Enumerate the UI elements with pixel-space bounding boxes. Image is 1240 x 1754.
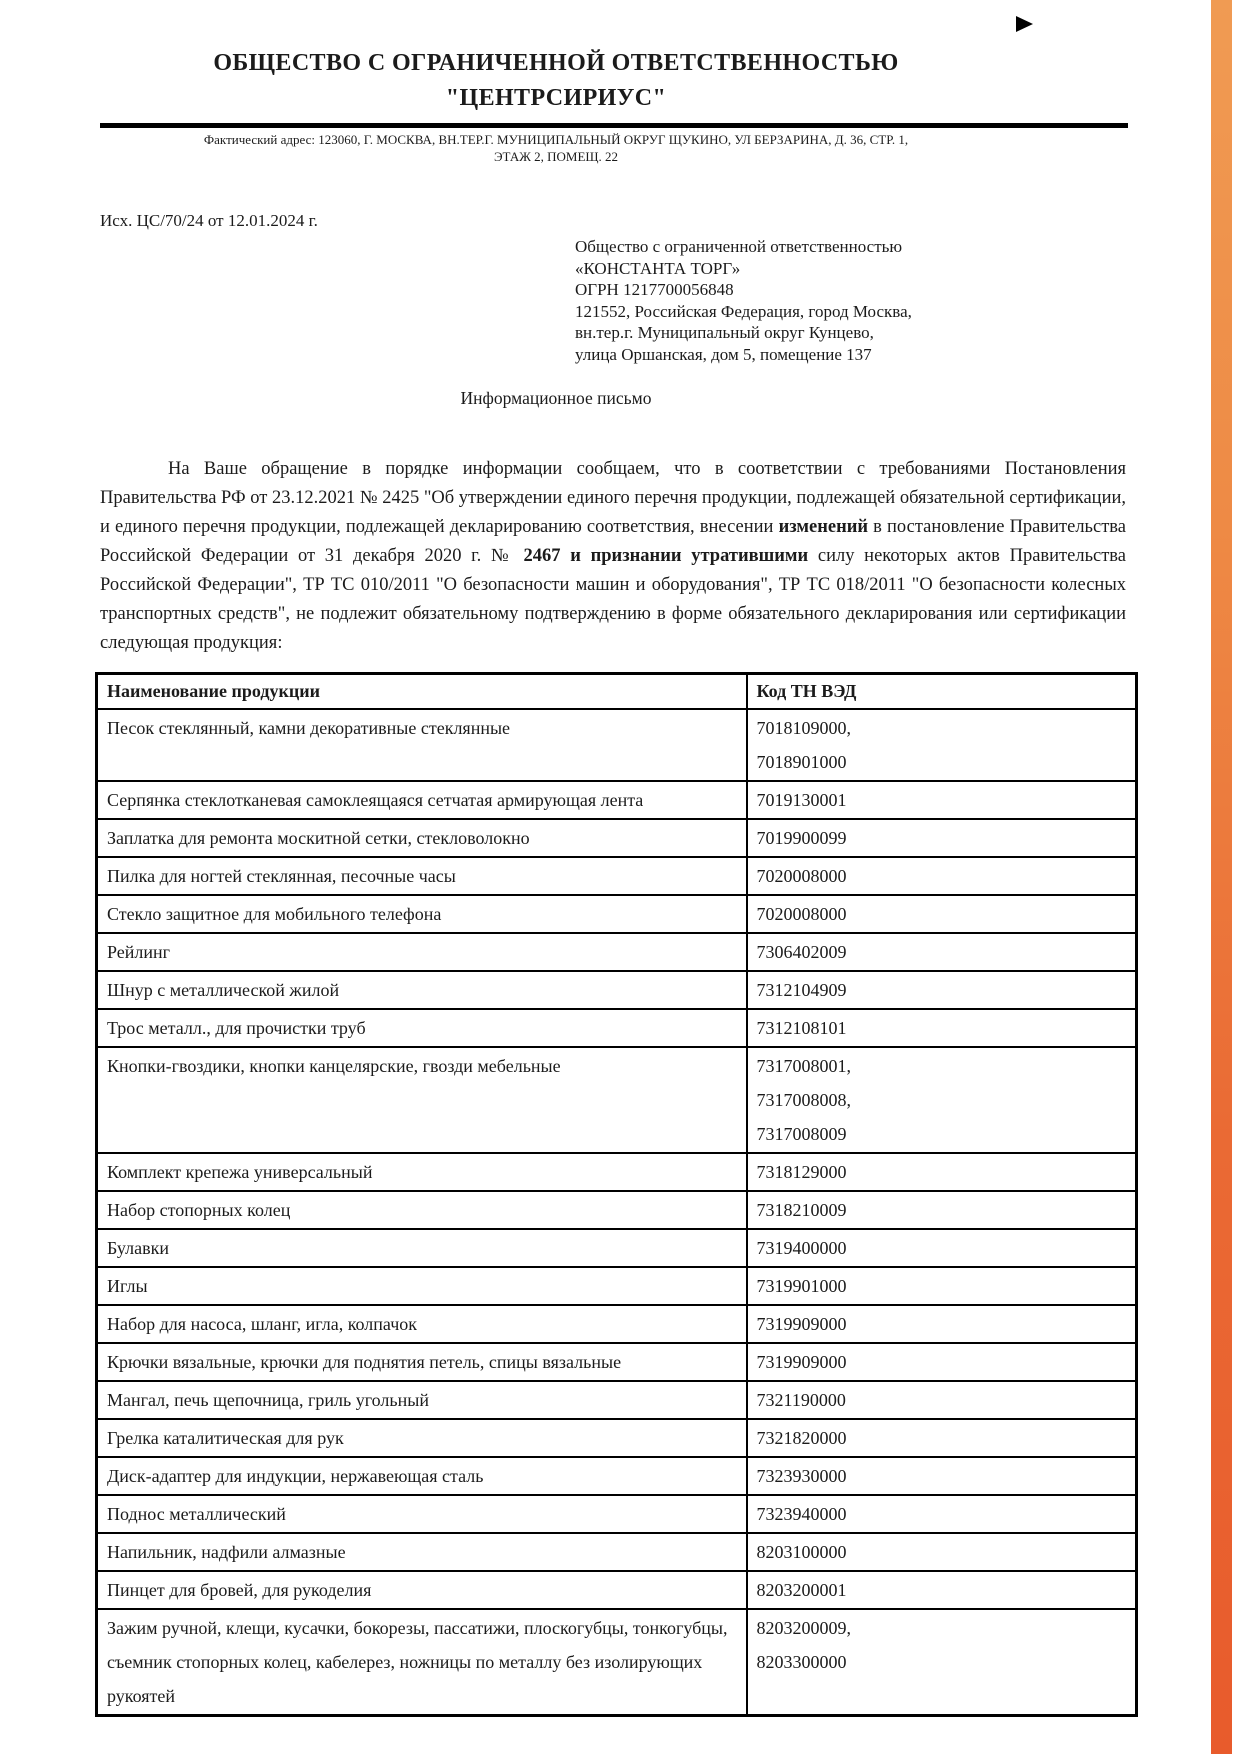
product-code-cell: 7321820000 — [747, 1419, 1137, 1457]
table-row — [97, 1153, 1137, 1191]
product-code-cell: 7318210009 — [747, 1191, 1137, 1229]
table-row — [97, 781, 1137, 819]
product-code-cell: 7319400000 — [747, 1229, 1137, 1267]
company-name — [100, 46, 1012, 116]
product-code-cell: 8203200001 — [747, 1571, 1137, 1609]
recipient-line: вн.тер.г. Муниципальный округ Кунцево, — [575, 323, 874, 342]
product-name-cell: Трос металл., для прочистки труб — [97, 1009, 747, 1047]
recipient-line: ОГРН 1217700056848 — [575, 280, 734, 299]
company-name-line1: ОБЩЕСТВО С ОГРАНИЧЕННОЙ ОТВЕТСТВЕННОСТЬЮ — [213, 50, 899, 76]
table-row — [97, 819, 1137, 857]
accent-stripe — [1211, 0, 1232, 1754]
product-name-cell: Заплатка для ремонта москитной сетки, стекловолокно — [97, 819, 747, 857]
product-table — [95, 672, 1138, 1717]
product-name-cell: Напильник, надфили алмазные — [97, 1533, 747, 1571]
table-row — [97, 1571, 1137, 1609]
product-name-cell: Комплект крепежа универсальный — [97, 1153, 747, 1191]
product-code-cell: 7019900099 — [747, 819, 1137, 857]
table-row — [97, 1229, 1137, 1267]
recipient-block — [575, 236, 1132, 365]
header-divider — [100, 123, 1128, 128]
product-code-cell: 7319909000 — [747, 1305, 1137, 1343]
product-code-cell: 7312104909 — [747, 971, 1137, 1009]
table-row — [97, 1343, 1137, 1381]
product-name-cell: Кнопки-гвоздики, кнопки канцелярские, гвозди мебельные — [97, 1047, 747, 1153]
company-address-line2: ЭТАЖ 2, ПОМЕЩ. 22 — [493, 149, 619, 164]
table-row — [97, 1305, 1137, 1343]
company-address-line1: Фактический адрес: 123060, Г. МОСКВА, ВН.ТЕР.Г. МУНИЦИПАЛЬНЫЙ ОКРУГ ЩУКИНО, УЛ БЕРЗАРИНА, Д. 36, СТР. 1, — [203, 132, 909, 147]
product-name-cell: Набор для насоса, шланг, игла, колпачок — [97, 1305, 747, 1343]
letter-title: Информационное письмо — [460, 388, 652, 408]
product-code-cell: 7020008000 — [747, 857, 1137, 895]
product-name-cell: Диск-адаптер для индукции, нержавеющая сталь — [97, 1457, 747, 1495]
product-name-cell: Булавки — [97, 1229, 747, 1267]
product-table-body — [97, 709, 1137, 1716]
product-code-cell: 7321190000 — [747, 1381, 1137, 1419]
table-row — [97, 1457, 1137, 1495]
product-code-cell: 7020008000 — [747, 895, 1137, 933]
company-address — [100, 131, 1012, 165]
column-header-code: Код ТН ВЭД — [747, 674, 1137, 710]
product-code-cell: 7306402009 — [747, 933, 1137, 971]
product-name-cell: Песок стеклянный, камни декоративные стеклянные — [97, 709, 747, 781]
table-row — [97, 1191, 1137, 1229]
company-name-line2: "ЦЕНТРСИРИУС" — [445, 85, 667, 111]
table-row — [97, 1609, 1137, 1716]
table-row — [97, 1009, 1137, 1047]
product-name-cell: Крючки вязальные, крючки для поднятия петель, спицы вязальные — [97, 1343, 747, 1381]
product-name-cell: Грелка каталитическая для рук — [97, 1419, 747, 1457]
table-row — [97, 971, 1137, 1009]
table-row — [97, 895, 1137, 933]
recipient-line: 121552, Российская Федерация, город Москва, — [575, 301, 912, 321]
product-code-cell: 7317008001, 7317008008, 7317008009 — [747, 1047, 1137, 1153]
product-code-cell: 7318129000 — [747, 1153, 1137, 1191]
table-row — [97, 1381, 1137, 1419]
recipient-line: улица Оршанская, дом 5, помещение 137 — [575, 344, 872, 364]
table-row — [97, 1495, 1137, 1533]
product-name-cell: Шнур с металлической жилой — [97, 971, 747, 1009]
product-name-cell: Стекло защитное для мобильного телефона — [97, 895, 747, 933]
recipient-line: «КОНСТАНТА ТОРГ» — [575, 258, 741, 278]
product-name-cell: Зажим ручной, клещи, кусачки, бокорезы, пассатижи, плоскогубцы, тонкогубцы, съемник стопорных колец, кабелерез, ножницы по металлу без изолирующих рукоятей — [97, 1609, 747, 1716]
product-name-cell: Серпянка стеклотканевая самоклеящаяся сетчатая армирующая лента — [97, 781, 747, 819]
product-code-cell: 7018109000, 7018901000 — [747, 709, 1137, 781]
product-name-cell: Пинцет для бровей, для рукоделия — [97, 1571, 747, 1609]
table-header-row — [97, 674, 1137, 710]
table-row — [97, 1267, 1137, 1305]
product-name-cell: Пилка для ногтей стеклянная, песочные часы — [97, 857, 747, 895]
product-code-cell: 8203200009, 8203300000 — [747, 1609, 1137, 1716]
product-name-cell: Иглы — [97, 1267, 747, 1305]
product-code-cell: 7319901000 — [747, 1267, 1137, 1305]
table-row — [97, 857, 1137, 895]
column-header-product: Наименование продукции — [97, 674, 747, 710]
product-name-cell: Набор стопорных колец — [97, 1191, 747, 1229]
body-paragraph: На Ваше обращение в порядке информации сообщаем, что в соответствии с требованиями Постановления Правительства РФ от 23.12.2021 № 2425 "Об утверждении единого перечня продукции, подлежащей обязательной сертификации, и единого перечня продукции, подлежащей декларированию соответствия, внесении изменений в постановление Правительства Российской Федерации от 31 декабря 2020 г. № 2467 и признании утратившими силу некоторых актов Правительства Российской Федерации", ТР ТС 010/2011 "О безопасности машин и оборудования", ТР ТС 018/2011 "О безопасности колесных транспортных средств", не подлежит обязательному подтверждению в форме обязательного декларирования или сертификации следующая продукция: — [100, 459, 1127, 653]
product-name-cell: Мангал, печь щепочница, гриль угольный — [97, 1381, 747, 1419]
outgoing-reference: Исх. ЦС/70/24 от 12.01.2024 г. — [100, 211, 318, 230]
product-name-cell: Рейлинг — [97, 933, 747, 971]
product-name-cell: Поднос металлический — [97, 1495, 747, 1533]
product-code-cell: 7019130001 — [747, 781, 1137, 819]
product-code-cell: 7323940000 — [747, 1495, 1137, 1533]
product-code-cell: 8203100000 — [747, 1533, 1137, 1571]
product-code-cell: 7319909000 — [747, 1343, 1137, 1381]
page-content — [100, 0, 1132, 1717]
table-row — [97, 1533, 1137, 1571]
table-row — [97, 1047, 1137, 1153]
table-row — [97, 709, 1137, 781]
recipient-line: Общество с ограниченной ответственностью — [575, 237, 903, 256]
table-row — [97, 1419, 1137, 1457]
product-code-cell: 7323930000 — [747, 1457, 1137, 1495]
table-row — [97, 933, 1137, 971]
product-code-cell: 7312108101 — [747, 1009, 1137, 1047]
